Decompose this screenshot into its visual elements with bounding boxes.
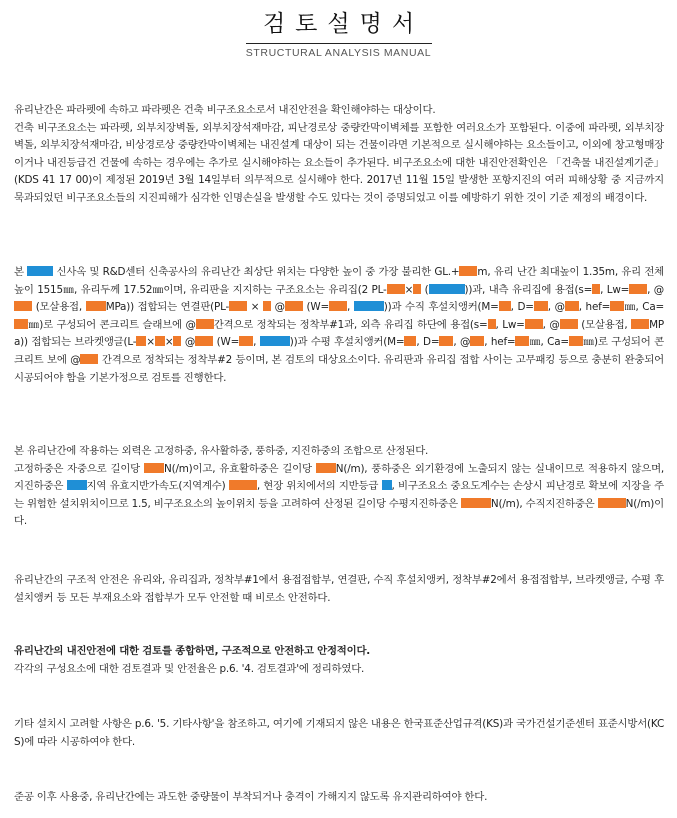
scope-text: , — [253, 336, 260, 349]
redaction-orange — [461, 498, 491, 508]
scope-text: m, 유리 난간 최대높이 1.35m, 유리 전체높이 1515㎜, 유리두께 17.52㎜이며, 유리판을 지지하는 구조요소는 유리집(2 PL- — [14, 266, 664, 296]
scope-text: , D= — [416, 336, 440, 349]
other-notes-paragraph — [14, 716, 664, 751]
redaction-orange — [629, 284, 647, 294]
other-notes-text: 기타 설치시 고려할 사항은 p.6. '5. 기타사항'을 참조하고, 여기에 기재되지 않은 내용은 한국표준산업규격(KS)과 국가건설기준센터 표준시방서(KCS)에 따라 시공하여야 한다. — [14, 718, 664, 748]
redaction-orange — [565, 301, 579, 311]
redaction-blue — [354, 301, 384, 311]
scope-text: × — [164, 336, 174, 349]
loads-text: 지역 유효지반가속도(지역계수) — [86, 480, 229, 493]
redaction-orange — [499, 301, 511, 311]
redaction-orange — [387, 284, 405, 294]
redaction-orange — [316, 463, 336, 473]
scope-text: , — [346, 301, 354, 314]
scope-text: ㎜, Ca= — [529, 336, 569, 349]
scope-text: 신사옥 및 R&D센터 신축공사의 유리난간 최상단 위치는 다양한 높이 중 가장 불리한 GL.+ — [53, 266, 460, 278]
scope-text: (W= — [302, 301, 329, 314]
scope-text: 간격으로 정착되는 정착부#2 등이며, 본 검토의 대상요소이다. 유리판과 유리집 접합 사이는 고무패킹 등으로 충분히 완충되어 시공되어야 함을 기본가정으로 검토를 진행한다. — [14, 353, 665, 384]
document-header — [0, 8, 677, 59]
scope-text: MPa)) 접합되는 브라켓앵글(L- — [14, 318, 665, 349]
scope-text: ))과 수평 후설치앵커(M= — [289, 336, 405, 349]
loads-paragraph — [14, 443, 664, 531]
scope-paragraph — [14, 264, 664, 387]
scope-text: ( — [421, 283, 429, 296]
maintenance-text: 준공 이후 사용중, 유리난간에는 과도한 중량물이 부착되거나 충격이 가해지지 않도록 유지관리하여야 한다. — [14, 791, 488, 803]
scope-text: 간격으로 정착되는 정착부#1과, 외측 유리집 하단에 용접(s= — [213, 318, 488, 331]
scope-text: × — [247, 301, 263, 314]
scope-text: (모살용접, — [577, 318, 632, 331]
redaction-orange — [569, 336, 583, 346]
loads-text: N(/m)이고, 유효활하중은 길이당 — [164, 462, 316, 475]
redaction-blue — [260, 336, 290, 346]
redaction-orange — [14, 301, 32, 311]
scope-text: , hef= — [484, 336, 516, 349]
loads-text: 본 유리난간에 작용하는 외력은 고정하중, 유사활하중, 풍하중, 지진하중의 조합으로 산정된다. — [14, 445, 429, 457]
redaction-orange — [470, 336, 484, 346]
redaction-blue — [67, 480, 87, 490]
redaction-orange — [239, 336, 253, 346]
redaction-blue — [382, 480, 392, 490]
scope-text: , D= — [510, 301, 534, 314]
scope-text: ㎜)로 구성되어 콘크리트 슬래브에 @ — [28, 318, 196, 331]
redaction-orange — [144, 463, 164, 473]
loads-text: , 현장 위치에서의 지반등급 — [256, 480, 382, 493]
redaction-orange — [329, 301, 347, 311]
loads-text: 고정하중은 자중으로 길이당 — [14, 462, 145, 475]
conclusion-text: 각각의 구성요소에 대한 검토결과 및 안전율은 p.6. '4. 검토결과'에 정리하였다. — [14, 662, 365, 675]
maintenance-paragraph — [14, 789, 664, 807]
redaction-orange — [285, 301, 303, 311]
scope-text: MPa)) 접합되는 연결판(PL- — [105, 301, 230, 314]
scope-text: × — [146, 336, 155, 349]
loads-text: , 비구조요소 중요도계수는 손상시 피난경로 확보에 지장을 주는 위험한 설치위치이므로 1.5, 비구조요소의 높이위치 등을 고려하여 산정된 길이당 수평지진하중은 — [14, 480, 664, 510]
scope-text: @ — [181, 336, 196, 349]
scope-text: , @ — [647, 283, 664, 296]
redaction-orange — [439, 336, 453, 346]
scope-text: (모살용접, — [32, 301, 86, 314]
loads-text: N(/m), 수직지진하중은 — [490, 497, 598, 510]
redaction-orange — [560, 319, 578, 329]
redaction-orange — [80, 354, 98, 364]
scope-text: , @ — [547, 301, 565, 314]
redaction-orange — [229, 301, 247, 311]
scope-text: ㎜)로 구성되어 콘크리트 보에 @ — [14, 336, 664, 366]
document-title: 검토설명서 — [262, 11, 425, 37]
scope-text: 본 — [14, 266, 28, 278]
redaction-orange — [592, 284, 600, 294]
redaction-orange — [525, 319, 543, 329]
scope-text: ))과, 내측 유리집에 용접(s= — [464, 283, 593, 296]
redaction-orange — [534, 301, 548, 311]
redaction-orange — [263, 301, 271, 311]
redaction-orange — [136, 336, 146, 346]
safety-paragraph — [14, 572, 664, 607]
safety-text: 유리난간의 구조적 안전은 유리와, 유리집과, 정착부#1에서 용접접합부, 연결판, 수직 후설치앵커, 정착부#2에서 용접접합부, 브라켓앵글, 수평 후설치앵커 등 모든 부재요소와 접합부가 모두 안전할 때 비로소 안전하다. — [14, 574, 664, 604]
intro-paragraph — [14, 102, 664, 208]
redaction-orange — [14, 319, 28, 329]
scope-text: , @ — [542, 318, 560, 331]
redaction-orange — [413, 284, 421, 294]
scope-text: (W= — [213, 336, 240, 349]
scope-text: ㎜, Ca= — [624, 301, 664, 314]
redaction-orange — [404, 336, 416, 346]
redaction-orange — [515, 336, 529, 346]
redaction-orange — [598, 498, 626, 508]
redaction-blue — [429, 284, 465, 294]
scope-text: @ — [270, 301, 285, 314]
document-subtitle: STRUCTURAL ANALYSIS MANUAL — [245, 47, 432, 59]
redaction-orange — [195, 336, 213, 346]
redaction-orange — [631, 319, 649, 329]
scope-text: , Lw= — [600, 283, 630, 296]
scope-text: , Lw= — [495, 318, 525, 331]
loads-text: N(/m)이다. — [14, 497, 664, 528]
loads-text: N(/m), 풍하중은 외기환경에 노출되지 않는 실내이므로 적용하지 않으며, 지진하중은 — [14, 462, 665, 493]
redaction-orange — [155, 336, 165, 346]
redaction-orange — [488, 319, 496, 329]
redaction-orange — [196, 319, 214, 329]
conclusion-bold-text: 유리난간의 내진안전에 대한 검토를 종합하면, 구조적으로 안전하고 안정적이다. — [14, 645, 371, 657]
scope-text: , hef= — [578, 301, 611, 314]
intro-line-1: 유리난간은 파라펫에 속하고 파라펫은 건축 비구조요소로서 내진안전을 확인해야하는 대상이다. — [14, 104, 436, 116]
redaction-orange — [610, 301, 624, 311]
title-underline — [246, 43, 432, 44]
scope-text: ))과 수직 후설치앵커(M= — [383, 301, 499, 314]
scope-text: , @ — [453, 336, 471, 349]
redaction-orange — [459, 266, 477, 276]
redaction-orange — [229, 480, 257, 490]
scope-text: × — [404, 283, 414, 296]
conclusion-paragraph — [14, 643, 664, 678]
intro-line-2: 건축 비구조요소는 파라펫, 외부치장벽돌, 외부치장석재마감, 피난경로상 중량칸막이벽체를 포함한 여러요소가 포함된다. 이중에 파라펫, 외부치장벽돌, 외부치장석재마감, 비상경로상 중량칸막이벽체는 내진설계 대상이 되는 건물이라면 기본적으로 실시해야하는 요소들이고, 이외에 창고형매장이거나 내진등급건 건물에 속하는 경우에는 추가로 실시해야하는 요소들이 추가된다. 비구조요소에 대한 내진안전확인은 「건축물 내진설계기준」(KDS 41 17 00)이 제정된 2019년 3월 14일부터 의무적으로 실시해야 한다. 2017년 11월 15일 발생한 포항지진의 여러 피해상황 중 지금까지 묵과되었던 비구조요소들의 지진피해가 심각한 인명손실을 발생할 수도 있다는 것이 증명되었고 이를 예방하기 위한 것이 기준 제정의 배경이다. — [14, 121, 664, 204]
redaction-blue — [27, 266, 53, 276]
redaction-orange — [86, 301, 106, 311]
